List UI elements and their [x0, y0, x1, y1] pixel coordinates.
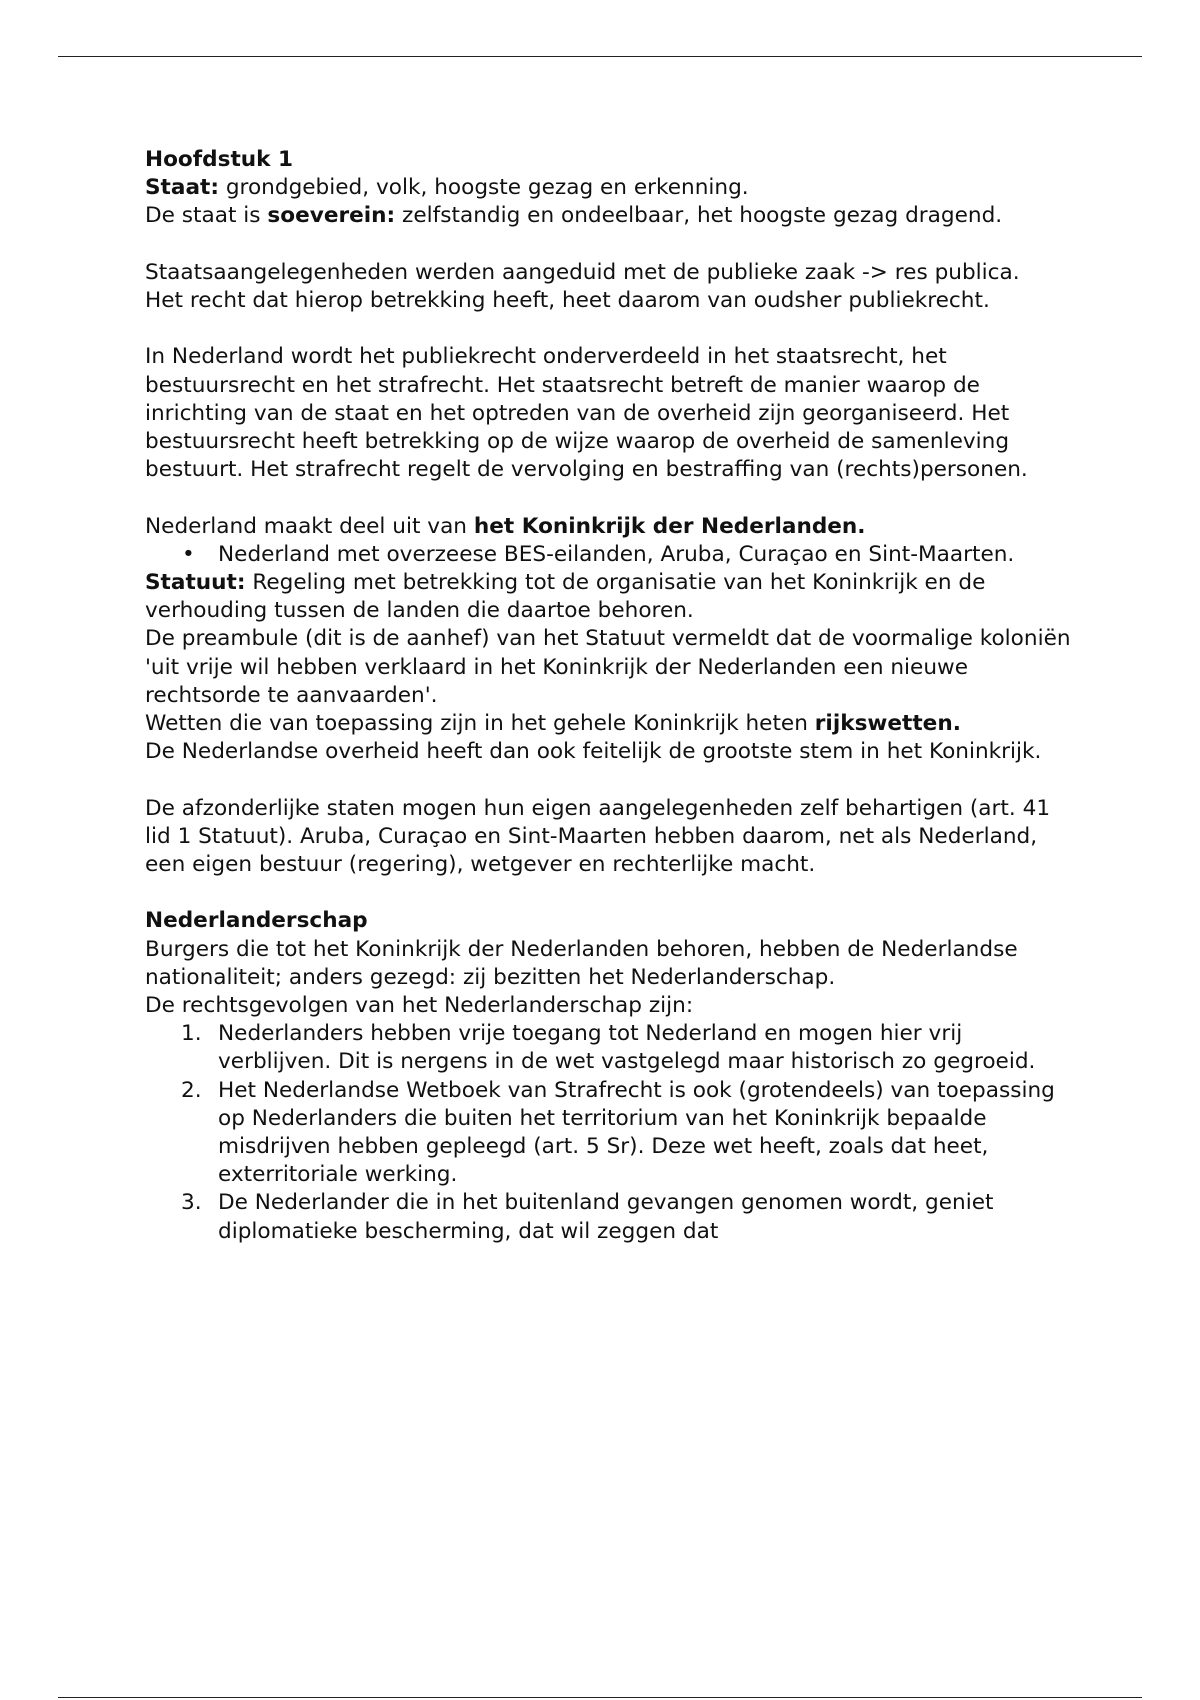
paragraph-onderverdeling: In Nederland wordt het publiekrecht onderverdeeld in het staatsrecht, het bestuursrecht en het strafrecht. Het staatsrecht betreft de manier waarop de inrichting van de staat en het optreden van de overheid zijn georganiseerd. Het bestuursrecht heeft betrekking op de wijze waarop de overheid de samenleving bestuurt. Het strafrecht regelt de vervolging en bestraffing van (rechts)personen. [145, 344, 1028, 483]
paragraph-rechtsgevolgen: De rechtsgevolgen van het Nederlanderschap zijn: [145, 993, 694, 1019]
document-body [145, 146, 1075, 1246]
paragraph-preambule: De preambule (dit is de aanhef) van het Statuut vermeldt dat de voormalige koloniën 'uit vrije wil hebben verklaard in het Koninkrijk der Nederlanden een nieuwe rechtsorde te aanvaarden'. [145, 626, 1071, 708]
definition-statuut: Statuut: Regeling met betrekking tot de organisatie van het Koninkrijk en de verhouding tussen de landen die daartoe behoren. [145, 570, 986, 624]
list-item [145, 1189, 1075, 1245]
list-item-text: De Nederlander die in het buitenland gevangen genomen wordt, geniet diplomatieke bescherming, dat wil zeggen dat [218, 1190, 994, 1244]
list-item-number: 2. [181, 1077, 202, 1103]
paragraph-afzonderlijke-staten: De afzonderlijke staten mogen hun eigen aangelegenheden zelf behartigen (art. 41 lid 1 Statuut). Aruba, Curaçao en Sint-Maarten hebben daarom, net als Nederland, een eigen bestuur (regering), wetgever en rechterlijke macht. [145, 795, 1051, 878]
footer-rule [58, 1697, 1142, 1698]
paragraph-koninkrijk: Nederland maakt deel uit van het Koninkrijk der Nederlanden. [145, 513, 866, 539]
list-item-number: 3. [181, 1190, 202, 1216]
paragraph-grootste-stem: De Nederlandse overheid heeft dan ook feitelijk de grootste stem in het Koninkrijk. [145, 739, 1042, 765]
term-staat: Staat: [145, 175, 219, 201]
paragraph-res-publica: Staatsaangelegenheden werden aangeduid met de publieke zaak -> res publica. [145, 259, 1020, 285]
term-statuut: Statuut: [145, 570, 246, 595]
chapter-heading: Hoofdstuk 1 [145, 147, 294, 172]
term-rijkswetten: rijkswetten. [814, 711, 961, 737]
paragraph-burgers: Burgers die tot het Koninkrijk der Nederlanden behoren, hebben de Nederlandse nationaliteit; anders gezegd: zij bezitten het Nederlanderschap. [145, 936, 1018, 990]
bullet-list [145, 541, 1075, 569]
definition-soeverein: De staat is soeverein: zelfstandig en ondeelbaar, het hoogste gezag dragend. [145, 203, 1003, 229]
list-item: • Nederland met overzeese BES-eilanden, Aruba, Curaçao en Sint-Maarten. [145, 541, 1075, 569]
list-item-text: Het Nederlandse Wetboek van Strafrecht is ook (grotendeels) van toepassing op Nederlanders die buiten het territorium van het Koninkrijk bepaalde misdrijven hebben gepleegd (art. 5 Sr). Deze wet heeft, zoals dat heet, exterritoriale werking. [218, 1077, 1055, 1188]
paragraph-rijkswetten: Wetten die van toepassing zijn in het gehele Koninkrijk heten rijkswetten. [145, 711, 961, 737]
numbered-list [145, 1020, 1075, 1246]
header-rule [58, 56, 1142, 57]
term-soeverein: soeverein: [267, 203, 396, 229]
list-item-number: 1. [181, 1021, 202, 1047]
term-koninkrijk: het Koninkrijk der Nederlanden. [473, 513, 866, 539]
section-heading-nederlanderschap: Nederlanderschap [145, 908, 368, 934]
list-item-text: Nederlanders hebben vrije toegang tot Nederland en mogen hier vrij verblijven. Dit is nergens in de wet vastgelegd maar historisch zo gegroeid. [218, 1021, 1036, 1075]
paragraph-publiekrecht: Het recht dat hierop betrekking heeft, heet daarom van oudsher publiekrecht. [145, 288, 990, 313]
list-item [145, 1020, 1075, 1076]
list-item [145, 1077, 1075, 1190]
definition-staat: Staat: grondgebied, volk, hoogste gezag en erkenning. [145, 175, 749, 201]
